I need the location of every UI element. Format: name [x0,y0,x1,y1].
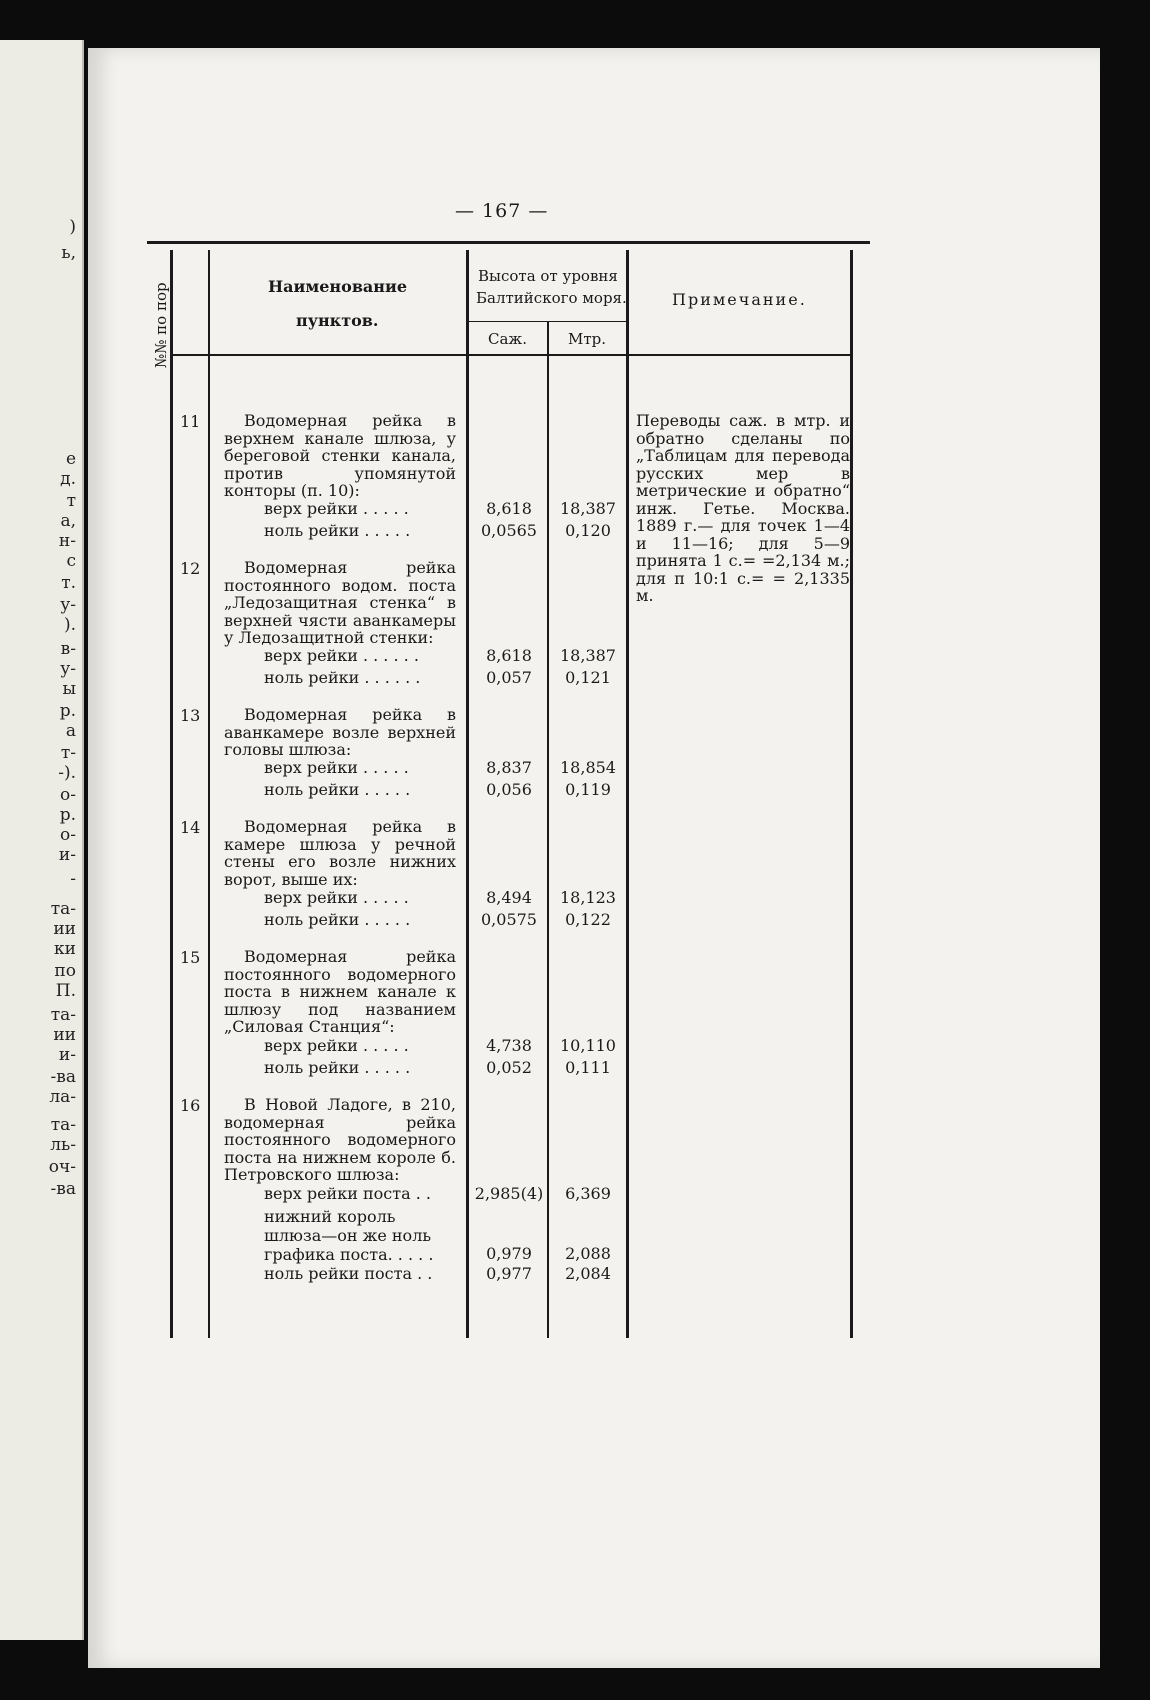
mtr-value: 0,122 [565,910,611,929]
sazh-value: 8,618 [486,499,532,518]
row-sub-label: нижний король шлюза—он же ноль графика поста. . . . . [264,1207,434,1264]
row-name: Водомерная рейка в камере шлюза у речной стены его возле нижних ворот, выше их: [224,817,456,889]
row-name: Водомерная рейка постоянного водомерного поста в нижнем канале к шлюзу под названием „Силовая Станция“: [224,947,456,1037]
left-page-edge [0,40,84,1640]
left-page-text-fragment: - [70,869,76,889]
sazh-value: 4,738 [486,1036,532,1055]
row-sub-label: ноль рейки . . . . . [264,1058,411,1077]
col-name-header-2: пунктов. [296,311,379,330]
col-height-header-2: Балтийского моря. [476,289,627,307]
col-sazh-header: Саж. [488,330,527,348]
left-page-text-fragment: ии [53,1025,76,1045]
left-page-text-fragment: ки [54,939,76,959]
left-page-text-fragment: оч- [48,1157,76,1177]
mtr-value: 6,369 [565,1184,611,1203]
left-page-text-fragment: р. [59,805,76,825]
left-page-text-fragment: а, [60,511,76,531]
row-number: 14 [180,818,201,837]
sazh-value: 0,977 [486,1264,532,1283]
left-page-text-fragment: и- [58,845,76,865]
left-page-text-fragment: н- [58,531,76,551]
height-subheader-rule [468,321,628,322]
left-page-text-fragment: в- [60,639,76,659]
left-page-text-fragment: ии [53,919,76,939]
row-sub-label: верх рейки . . . . . [264,888,409,907]
table-top-rule [147,241,870,244]
left-page-text-fragment: с [66,551,76,571]
left-page-text-fragment: -ва [50,1179,76,1199]
row-number: 11 [180,412,201,431]
mtr-value: 2,084 [565,1264,611,1283]
sazh-value: 0,979 [486,1244,532,1263]
page-number: — 167 — [455,200,549,222]
left-page-text-fragment: а [65,721,76,741]
left-page-text-fragment: д. [60,469,76,489]
col-name-header: Наименование [268,277,408,296]
table-rule-right [850,250,853,1338]
row-sub-label: верх рейки . . . . . [264,1036,409,1055]
mtr-value: 2,088 [565,1244,611,1263]
row-name: Водомерная рейка в верхнем канале шлюза, у береговой стенки канала, против упомянутой конторы (п. 10): [224,411,456,501]
row-name: Водомерная рейка в аванкамере возле верхней головы шлюза: [224,705,456,760]
row-name: Водомерная рейка постоянного водом. поста „Ледозащитная стенка“ в верхней чясти аванкамеры у Ледозащитной стенки: [224,558,456,648]
left-page-text-fragment: ь, [61,243,76,263]
left-page-text-fragment: П. [55,981,76,1001]
sazh-value: 2,985(4) [474,1184,544,1203]
left-page-text-fragment: о- [60,785,76,805]
left-page-text-fragment: та- [50,899,76,919]
row-sub-label: ноль рейки поста . . [264,1264,433,1283]
sazh-value: 8,618 [486,646,532,665]
row-sub-label: верх рейки . . . . . [264,499,409,518]
left-page-text-fragment: та- [50,1005,76,1025]
left-page-text-fragment: та- [50,1115,76,1135]
mtr-value: 18,387 [560,499,616,518]
left-page-text-fragment: ль- [50,1135,76,1155]
mtr-value: 18,854 [560,758,616,777]
row-sub-label: ноль рейки . . . . . [264,910,411,929]
mtr-value: 0,119 [565,780,611,799]
col-height-header: Высота от уровня [478,267,618,285]
row-sub-label: ноль рейки . . . . . . [264,668,421,687]
sazh-value: 0,056 [486,780,532,799]
table-rule-left [170,250,173,1338]
row-number: 15 [180,948,201,967]
left-page-text-fragment: т [66,491,76,511]
left-page-text-fragment: и- [58,1045,76,1065]
left-page-text-fragment: -ва [50,1067,76,1087]
col-mtr-header: Мтр. [568,330,607,348]
sazh-value: 0,0565 [481,521,537,540]
left-page-text-fragment: е [65,449,76,469]
sazh-value: 0,057 [486,668,532,687]
mtr-value: 0,120 [565,521,611,540]
left-page-text-fragment: о- [60,825,76,845]
row-sub-label: верх рейки . . . . . [264,758,409,777]
left-page-text-fragment: -). [58,763,76,783]
row-number: 12 [180,559,201,578]
mtr-value: 18,123 [560,888,616,907]
mtr-value: 18,387 [560,646,616,665]
left-page-text-fragment: у- [60,659,76,679]
left-page-text-fragment: р. [59,701,76,721]
left-page-text-fragment: т- [60,743,76,763]
left-page-text-fragment: у- [60,595,76,615]
header-bottom-rule [170,354,852,356]
row-number: 16 [180,1096,201,1115]
left-page-text-fragment: ла- [49,1087,76,1107]
left-page-text-fragment: ы [62,679,76,699]
col-no-header: №№ по пор [152,282,170,368]
sazh-value: 8,494 [486,888,532,907]
note-text: Переводы саж. в мтр. и обратно сделаны по „Таблицам для перевода русских мер в метрические и обратно“ инж. Гетье. Москва. 1889 г.— для точек 1—4 и 11—16; для 5—9 принята 1 с.= =2,134 м.; для п 10:1 с.= = 2,1335 м. [636,411,850,605]
mtr-value: 10,110 [560,1036,616,1055]
mtr-value: 0,121 [565,668,611,687]
left-page-text-fragment: т. [61,573,76,593]
row-sub-label: ноль рейки . . . . . [264,780,411,799]
sazh-value: 0,0575 [481,910,537,929]
table-rule-no [208,250,210,1338]
mtr-value: 0,111 [565,1058,611,1077]
row-sub-label: верх рейки . . . . . . [264,646,419,665]
table-rule-name [466,250,469,1338]
sazh-value: 0,052 [486,1058,532,1077]
row-number: 13 [180,706,201,725]
left-page-text-fragment: по [54,961,76,981]
left-page-text-fragment: ). [63,615,76,635]
left-page-text-fragment: ) [69,217,76,237]
row-sub-label: ноль рейки . . . . . [264,521,411,540]
row-sub-label: верх рейки поста . . [264,1184,431,1203]
row-name: В Новой Ладоге, в 210, водомерная рейка постоянного водомерного поста на нижнем короле б. Петровского шлюза: [224,1095,456,1185]
sazh-value: 8,837 [486,758,532,777]
col-note-header: Примечание. [672,290,807,309]
